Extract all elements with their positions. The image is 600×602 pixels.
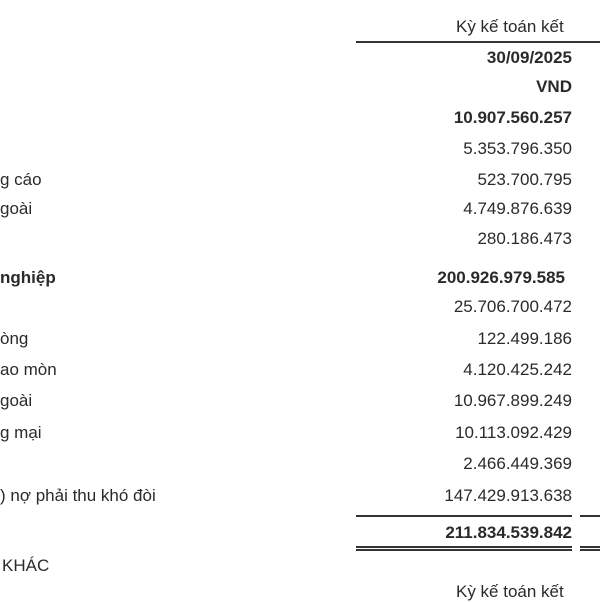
header-rule bbox=[356, 41, 600, 43]
row-value: 25.706.700.472 bbox=[453, 297, 572, 316]
row-value: 10.907.560.257 bbox=[453, 108, 572, 127]
row-value: 122.499.186 bbox=[477, 329, 572, 348]
row-value: 2.466.449.369 bbox=[463, 454, 572, 473]
row-value: 523.700.795 bbox=[477, 170, 572, 189]
row-label: ) nợ phải thu khó đòi bbox=[0, 486, 156, 505]
row-value: 10.113.092.429 bbox=[455, 423, 572, 442]
total-double-rule-next bbox=[580, 546, 600, 548]
row-label: goài bbox=[0, 391, 33, 410]
period-header: Kỳ kế toán kết bbox=[456, 17, 564, 36]
row-value: 200.926.979.585 bbox=[437, 268, 565, 287]
row-label: g cáo bbox=[0, 170, 42, 189]
row-value: 4.749.876.639 bbox=[463, 199, 572, 218]
column-currency: VND bbox=[536, 77, 572, 96]
row-label: nghiệp bbox=[0, 268, 56, 287]
total-value: 211.834.539.842 bbox=[445, 523, 572, 542]
section-period-header: Kỳ kế toán kết bbox=[456, 582, 564, 601]
row-value: 5.353.796.350 bbox=[463, 139, 572, 158]
row-value: 280.186.473 bbox=[477, 229, 572, 248]
section-title: KHÁC bbox=[2, 556, 50, 575]
row-value: 10.967.899.249 bbox=[453, 391, 572, 410]
row-label: goài bbox=[0, 199, 33, 218]
row-label: ao mòn bbox=[0, 360, 57, 379]
subtotal-rule bbox=[356, 515, 572, 517]
row-label: òng bbox=[0, 329, 29, 348]
subtotal-rule-next bbox=[580, 515, 600, 517]
row-value: 147.429.913.638 bbox=[444, 486, 572, 505]
total-double-rule bbox=[356, 546, 572, 548]
row-value: 4.120.425.242 bbox=[463, 360, 572, 379]
column-date: 30/09/2025 bbox=[486, 48, 572, 67]
row-label: g mại bbox=[0, 423, 42, 442]
